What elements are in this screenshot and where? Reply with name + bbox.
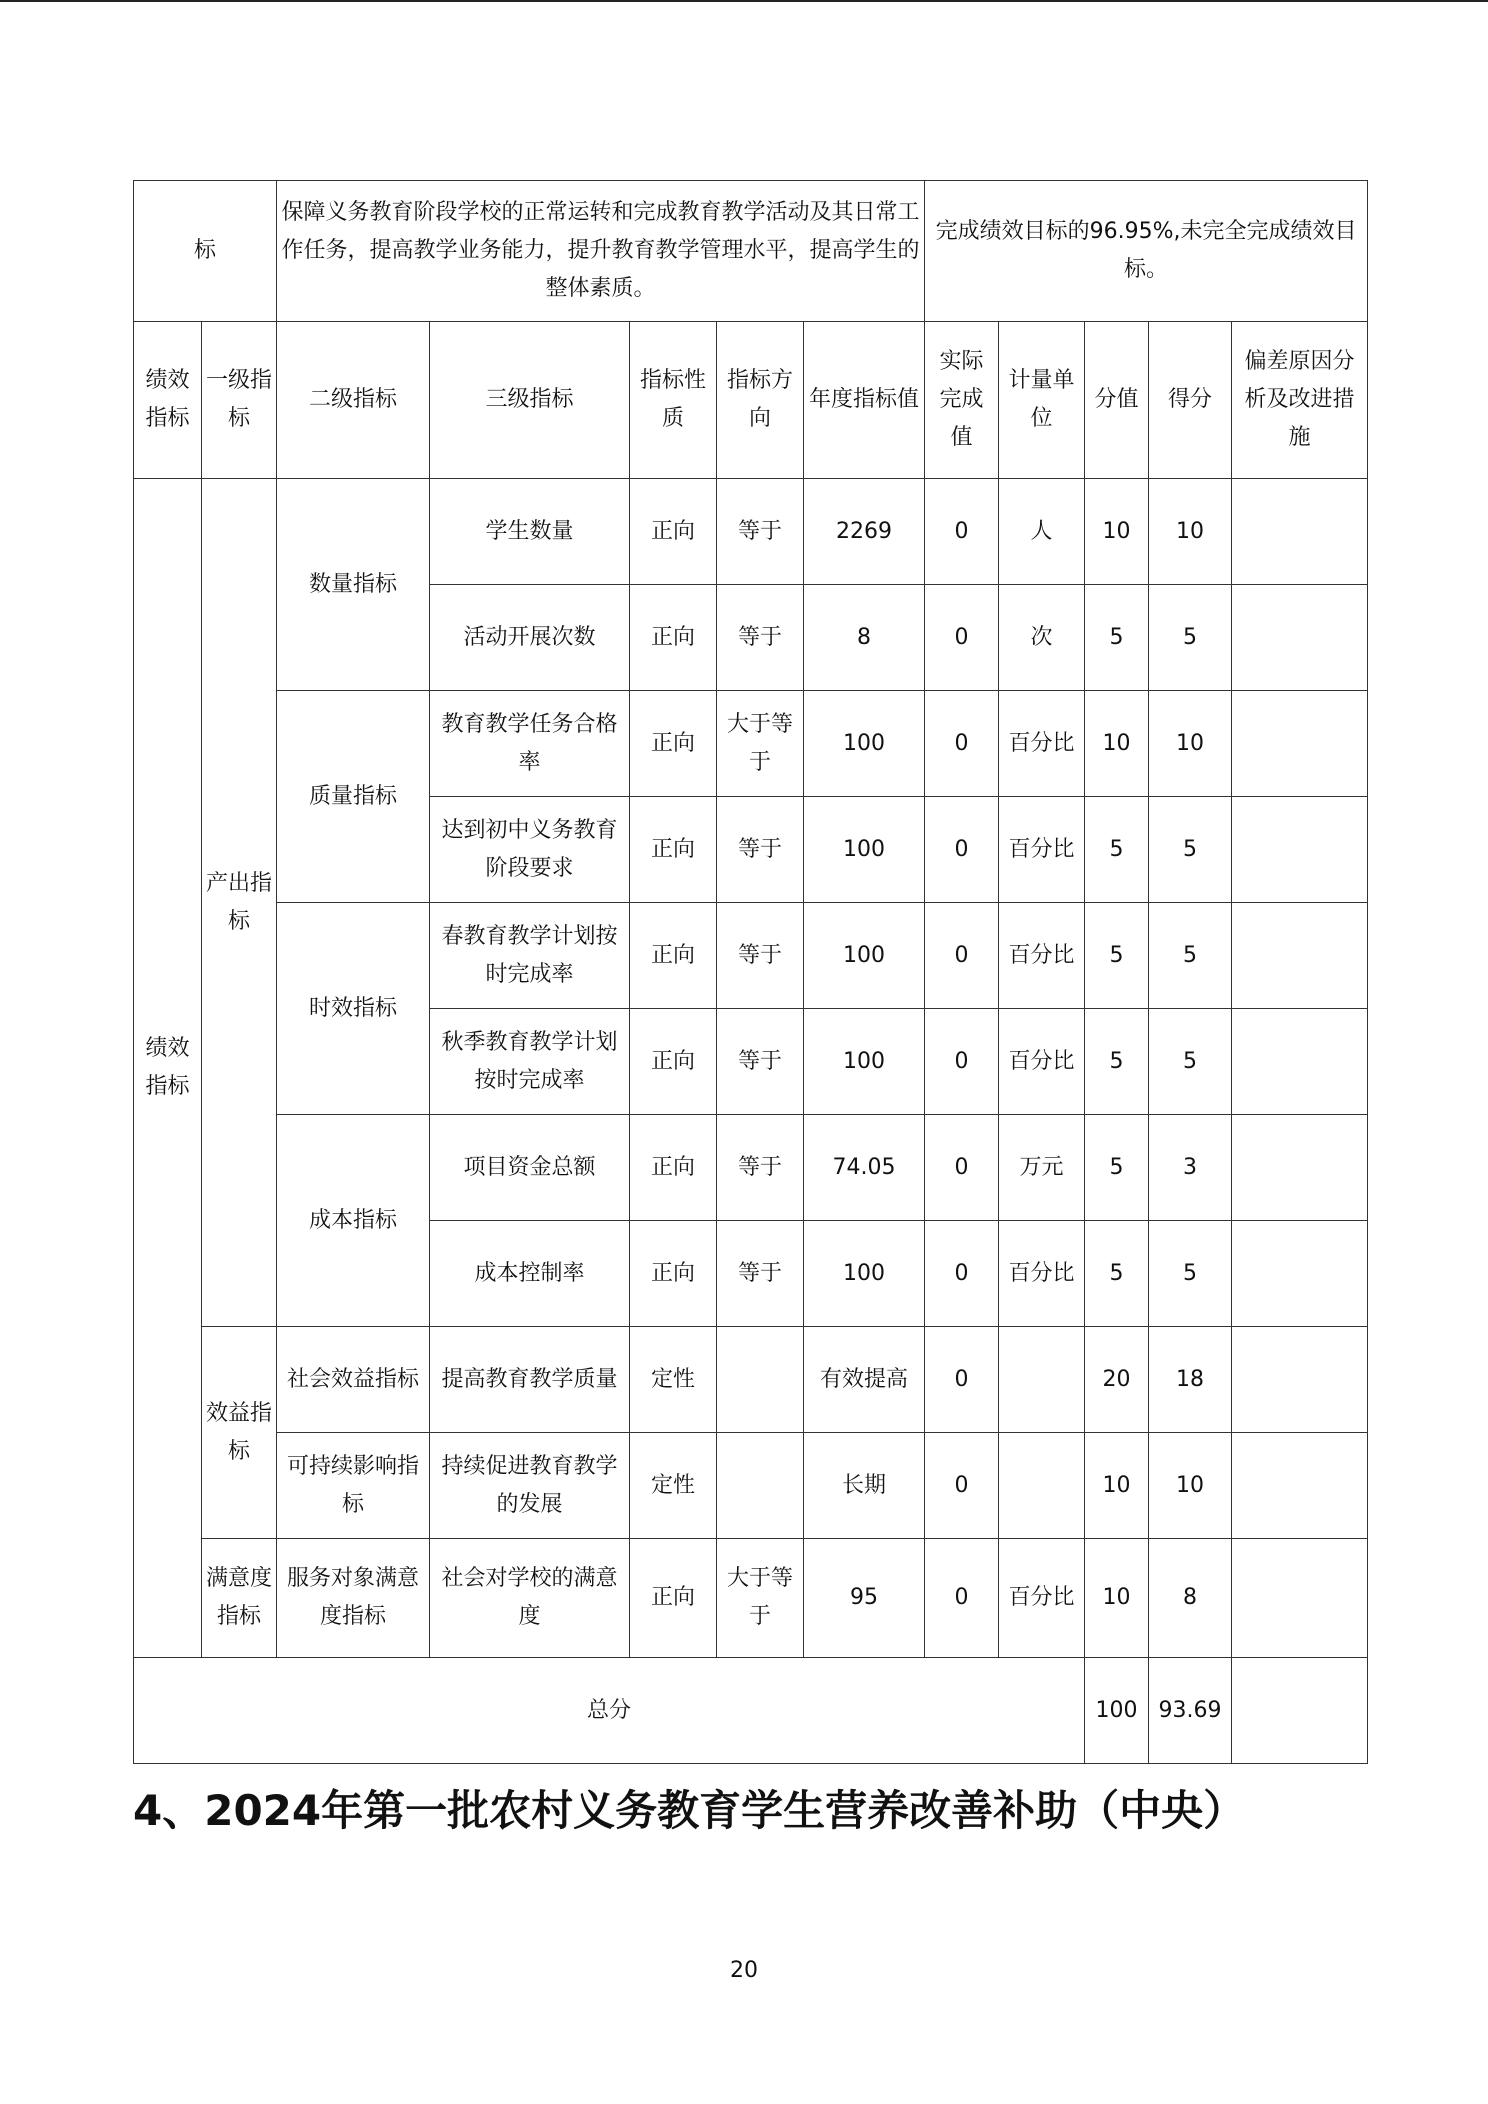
indicator-direction: 等于 bbox=[717, 1115, 804, 1221]
indicator-nature: 定性 bbox=[630, 1433, 717, 1539]
satisfaction-indicator-cell: 满意度指标 bbox=[202, 1539, 277, 1658]
indicator-weight: 5 bbox=[1085, 1221, 1149, 1327]
goal-completion-cell: 完成绩效目标的96.95%,未完全完成绩效目标。 bbox=[925, 181, 1368, 322]
indicator-name: 项目资金总额 bbox=[430, 1115, 630, 1221]
indicator-direction: 等于 bbox=[717, 1221, 804, 1327]
header-actual: 实际完成值 bbox=[925, 322, 999, 479]
indicator-name: 提高教育教学质量 bbox=[430, 1327, 630, 1433]
goal-target-cell: 保障义务教育阶段学校的正常运转和完成教育教学活动及其日常工作任务，提高教学业务能力，提升教育教学管理水平，提高学生的整体素质。 bbox=[277, 181, 925, 322]
table-row bbox=[134, 479, 1368, 585]
indicator-unit bbox=[999, 1327, 1085, 1433]
indicator-target: 100 bbox=[804, 903, 925, 1009]
indicator-weight: 20 bbox=[1085, 1327, 1149, 1433]
indicator-score: 5 bbox=[1149, 1009, 1232, 1115]
indicator-target: 100 bbox=[804, 797, 925, 903]
indicator-direction bbox=[717, 1327, 804, 1433]
indicator-score: 5 bbox=[1149, 585, 1232, 691]
total-weight: 100 bbox=[1085, 1658, 1149, 1764]
cost-indicator-cell: 成本指标 bbox=[277, 1115, 430, 1327]
indicator-target: 长期 bbox=[804, 1433, 925, 1539]
indicator-score: 5 bbox=[1149, 903, 1232, 1009]
header-score: 得分 bbox=[1149, 322, 1232, 479]
indicator-actual: 0 bbox=[925, 1539, 999, 1658]
indicator-direction: 等于 bbox=[717, 479, 804, 585]
indicator-weight: 10 bbox=[1085, 691, 1149, 797]
indicator-nature: 正向 bbox=[630, 1221, 717, 1327]
indicator-note bbox=[1232, 1221, 1368, 1327]
indicator-nature: 正向 bbox=[630, 1009, 717, 1115]
indicator-weight: 5 bbox=[1085, 1009, 1149, 1115]
indicator-actual: 0 bbox=[925, 903, 999, 1009]
indicator-score: 3 bbox=[1149, 1115, 1232, 1221]
header-nature: 指标性质 bbox=[630, 322, 717, 479]
indicator-actual: 0 bbox=[925, 797, 999, 903]
indicator-weight: 5 bbox=[1085, 797, 1149, 903]
goal-label-cell: 标 bbox=[134, 181, 277, 322]
indicator-score: 5 bbox=[1149, 1221, 1232, 1327]
indicator-unit: 百分比 bbox=[999, 1221, 1085, 1327]
table-row bbox=[134, 1539, 1368, 1658]
header-level3: 三级指标 bbox=[430, 322, 630, 479]
indicator-target: 100 bbox=[804, 1221, 925, 1327]
indicator-unit: 百分比 bbox=[999, 797, 1085, 903]
header-perf-indicator: 绩效指标 bbox=[134, 322, 202, 479]
indicator-direction: 等于 bbox=[717, 585, 804, 691]
indicator-name: 达到初中义务教育阶段要求 bbox=[430, 797, 630, 903]
service-satisfaction-cell: 服务对象满意度指标 bbox=[277, 1539, 430, 1658]
header-annual-target: 年度指标值 bbox=[804, 322, 925, 479]
output-indicator-cell: 产出指标 bbox=[202, 479, 277, 1327]
indicator-direction: 等于 bbox=[717, 1009, 804, 1115]
header-direction: 指标方向 bbox=[717, 322, 804, 479]
indicator-actual: 0 bbox=[925, 479, 999, 585]
indicator-target: 74.05 bbox=[804, 1115, 925, 1221]
table-row bbox=[134, 691, 1368, 797]
indicator-target: 100 bbox=[804, 1009, 925, 1115]
indicator-nature: 正向 bbox=[630, 797, 717, 903]
indicator-direction: 大于等于 bbox=[717, 691, 804, 797]
total-note bbox=[1232, 1658, 1368, 1764]
indicator-weight: 10 bbox=[1085, 1433, 1149, 1539]
indicator-score: 10 bbox=[1149, 691, 1232, 797]
performance-table bbox=[133, 180, 1368, 1764]
indicator-actual: 0 bbox=[925, 1221, 999, 1327]
header-unit: 计量单位 bbox=[999, 322, 1085, 479]
table-row bbox=[134, 1115, 1368, 1221]
header-weight: 分值 bbox=[1085, 322, 1149, 479]
indicator-name: 成本控制率 bbox=[430, 1221, 630, 1327]
benefit-indicator-cell: 效益指标 bbox=[202, 1327, 277, 1539]
total-row bbox=[134, 1658, 1368, 1764]
indicator-direction bbox=[717, 1433, 804, 1539]
header-row bbox=[134, 322, 1368, 479]
indicator-nature: 正向 bbox=[630, 903, 717, 1009]
indicator-unit: 人 bbox=[999, 479, 1085, 585]
indicator-target: 95 bbox=[804, 1539, 925, 1658]
indicator-name: 春教育教学计划按时完成率 bbox=[430, 903, 630, 1009]
indicator-note bbox=[1232, 1433, 1368, 1539]
indicator-weight: 5 bbox=[1085, 585, 1149, 691]
indicator-unit bbox=[999, 1433, 1085, 1539]
goal-row bbox=[134, 181, 1368, 322]
indicator-nature: 正向 bbox=[630, 691, 717, 797]
indicator-score: 10 bbox=[1149, 1433, 1232, 1539]
table-row bbox=[134, 903, 1368, 1009]
indicator-weight: 5 bbox=[1085, 903, 1149, 1009]
indicator-unit: 次 bbox=[999, 585, 1085, 691]
header-deviation-note: 偏差原因分析及改进措施 bbox=[1232, 322, 1368, 479]
sustainable-impact-cell: 可持续影响指标 bbox=[277, 1433, 430, 1539]
indicator-note bbox=[1232, 691, 1368, 797]
indicator-direction: 大于等于 bbox=[717, 1539, 804, 1658]
indicator-score: 10 bbox=[1149, 479, 1232, 585]
perf-indicator-cell: 绩效指标 bbox=[134, 479, 202, 1658]
indicator-unit: 万元 bbox=[999, 1115, 1085, 1221]
indicator-actual: 0 bbox=[925, 1433, 999, 1539]
indicator-score: 5 bbox=[1149, 797, 1232, 903]
indicator-actual: 0 bbox=[925, 691, 999, 797]
indicator-note bbox=[1232, 479, 1368, 585]
page-number: 20 bbox=[730, 1958, 758, 1983]
indicator-note bbox=[1232, 903, 1368, 1009]
indicator-actual: 0 bbox=[925, 1115, 999, 1221]
indicator-nature: 定性 bbox=[630, 1327, 717, 1433]
indicator-actual: 0 bbox=[925, 1327, 999, 1433]
indicator-target: 有效提高 bbox=[804, 1327, 925, 1433]
total-score: 93.69 bbox=[1149, 1658, 1232, 1764]
indicator-unit: 百分比 bbox=[999, 903, 1085, 1009]
indicator-note bbox=[1232, 1115, 1368, 1221]
table-row bbox=[134, 1433, 1368, 1539]
total-label: 总分 bbox=[134, 1658, 1085, 1764]
indicator-nature: 正向 bbox=[630, 1115, 717, 1221]
indicator-name: 持续促进教育教学的发展 bbox=[430, 1433, 630, 1539]
indicator-score: 18 bbox=[1149, 1327, 1232, 1433]
indicator-name: 教育教学任务合格率 bbox=[430, 691, 630, 797]
quality-indicator-cell: 质量指标 bbox=[277, 691, 430, 903]
indicator-note bbox=[1232, 797, 1368, 903]
indicator-name: 社会对学校的满意度 bbox=[430, 1539, 630, 1658]
indicator-name: 活动开展次数 bbox=[430, 585, 630, 691]
indicator-direction: 等于 bbox=[717, 903, 804, 1009]
indicator-score: 8 bbox=[1149, 1539, 1232, 1658]
indicator-actual: 0 bbox=[925, 585, 999, 691]
indicator-target: 100 bbox=[804, 691, 925, 797]
timeliness-indicator-cell: 时效指标 bbox=[277, 903, 430, 1115]
indicator-nature: 正向 bbox=[630, 1539, 717, 1658]
indicator-weight: 5 bbox=[1085, 1115, 1149, 1221]
indicator-unit: 百分比 bbox=[999, 1539, 1085, 1658]
indicator-weight: 10 bbox=[1085, 1539, 1149, 1658]
indicator-target: 2269 bbox=[804, 479, 925, 585]
page-top-border bbox=[0, 0, 1488, 2]
indicator-name: 学生数量 bbox=[430, 479, 630, 585]
indicator-direction: 等于 bbox=[717, 797, 804, 903]
table-row bbox=[134, 1327, 1368, 1433]
indicator-note bbox=[1232, 1009, 1368, 1115]
indicator-target: 8 bbox=[804, 585, 925, 691]
indicator-note bbox=[1232, 585, 1368, 691]
indicator-nature: 正向 bbox=[630, 479, 717, 585]
indicator-note bbox=[1232, 1539, 1368, 1658]
social-benefit-cell: 社会效益指标 bbox=[277, 1327, 430, 1433]
quantity-indicator-cell: 数量指标 bbox=[277, 479, 430, 691]
indicator-actual: 0 bbox=[925, 1009, 999, 1115]
indicator-unit: 百分比 bbox=[999, 1009, 1085, 1115]
header-level1: 一级指标 bbox=[202, 322, 277, 479]
indicator-name: 秋季教育教学计划按时完成率 bbox=[430, 1009, 630, 1115]
indicator-unit: 百分比 bbox=[999, 691, 1085, 797]
indicator-note bbox=[1232, 1327, 1368, 1433]
indicator-weight: 10 bbox=[1085, 479, 1149, 585]
section-heading: 4、2024年第一批农村义务教育学生营养改善补助（中央） bbox=[133, 1786, 1246, 1835]
header-level2: 二级指标 bbox=[277, 322, 430, 479]
indicator-nature: 正向 bbox=[630, 585, 717, 691]
